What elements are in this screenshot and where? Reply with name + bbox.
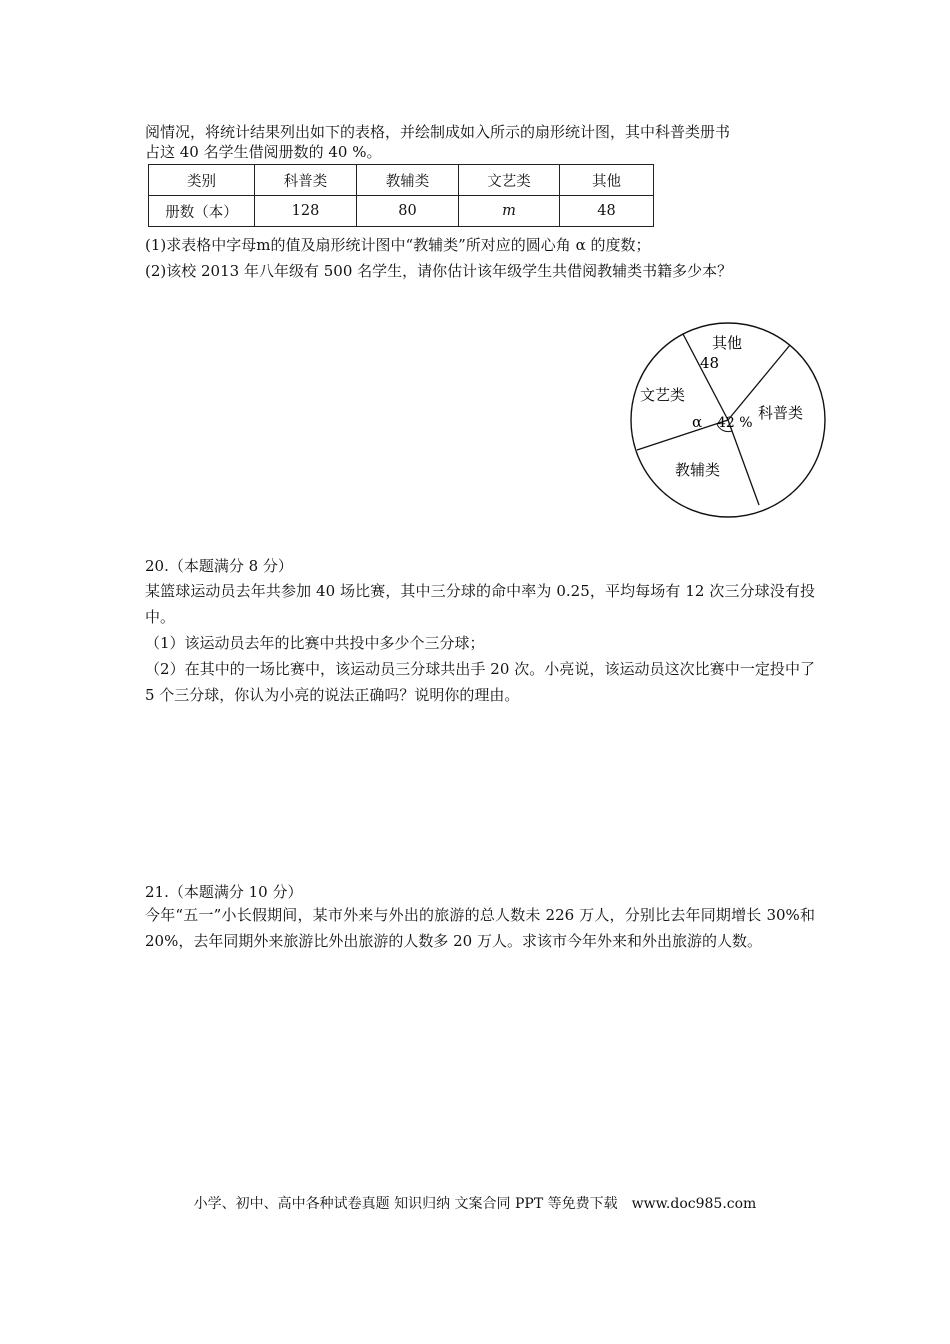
table-row xyxy=(149,196,654,227)
table-cell: 80 xyxy=(357,196,459,227)
problem-20-question-1: （1）该运动员去年的比赛中共投中多少个三分球； xyxy=(145,634,485,652)
table-cell: 128 xyxy=(255,196,357,227)
pie-divider xyxy=(728,420,759,505)
table-cell: 48 xyxy=(560,196,654,227)
table-header-cell: 教辅类 xyxy=(357,165,459,196)
slice-label-science: 科普类 xyxy=(758,404,804,422)
pie-chart xyxy=(620,320,840,520)
table-header-cell: 其他 xyxy=(560,165,654,196)
slice-label-other: 其他 xyxy=(712,334,743,352)
table-header-cell: 文艺类 xyxy=(459,165,560,196)
question-19-1: (1)求表格中字母m的值及扇形统计图中“教辅类”所对应的圆心角 α 的度数； xyxy=(145,236,651,254)
stats-table xyxy=(148,164,654,227)
alpha-label: α xyxy=(692,413,703,431)
table-cell: 册数（本） xyxy=(149,196,255,227)
problem-21-heading: 21.（本题满分 10 分） xyxy=(145,883,303,901)
slice-label-tutoring: 教辅类 xyxy=(675,461,721,479)
problem-20-body: 某篮球运动员去年共参加 40 场比赛，其中三分球的命中率为 0.25，平均每场有 12 次三分球没有投中。 xyxy=(145,582,815,626)
science-percent-label: 42 % xyxy=(717,415,753,431)
table-cell: m xyxy=(459,196,560,227)
problem-20-question-2: （2）在其中的一场比赛中，该运动员三分球共出手 20 次。小亮说，该运动员这次比赛中一定投中了 5 个三分球，你认为小亮的说法正确吗？说明你的理由。 xyxy=(145,660,815,704)
intro-line-2: 占这 40 名学生借阅册数的 40 %。 xyxy=(145,143,382,161)
slice-label-literature: 文艺类 xyxy=(640,386,686,404)
footer-text: 小学、初中、高中各种试卷真题 知识归纳 文案合同 PPT 等免费下载 www.doc985.com xyxy=(193,1196,757,1212)
intro-line-1: 阅情况，将统计结果列出如下的表格，并绘制成如入所示的扇形统计图，其中科普类册书 xyxy=(145,123,731,141)
problem-20-heading: 20.（本题满分 8 分） xyxy=(145,557,293,575)
problem-21-body: 今年“五一”小长假期间，某市外来与外出的旅游的总人数未 226 万人，分别比去年同期增长 30%和 20%，去年同期外来旅游比外出旅游的人数多 20 万人。求该市今年外来和外出旅游的人数。 xyxy=(145,906,815,950)
pie-divider xyxy=(637,420,728,450)
table-header-cell: 类别 xyxy=(149,165,255,196)
table-header-row xyxy=(149,165,654,196)
table-header-cell: 科普类 xyxy=(255,165,357,196)
slice-value-other: 48 xyxy=(700,354,720,372)
question-19-2: (2)该校 2013 年八年级有 500 名学生，请你估计该年级学生共借阅教辅类书籍多少本？ xyxy=(145,262,733,280)
